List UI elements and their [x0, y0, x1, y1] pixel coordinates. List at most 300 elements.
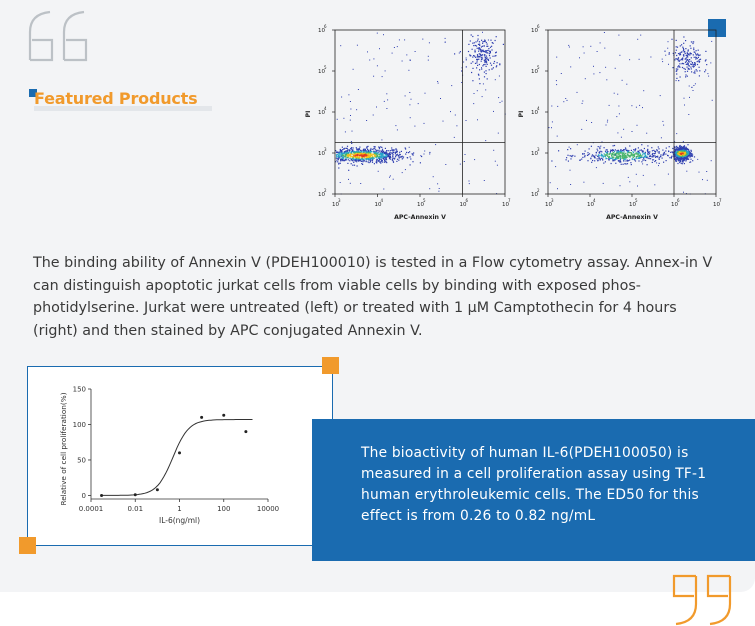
dose-x-tick-label: 0.0001	[78, 505, 104, 513]
flow-event-1-0-850	[369, 156, 370, 157]
flow-event-2-0-158	[659, 151, 660, 152]
flow-event-1-1-89	[484, 76, 485, 77]
flow-event-2-0-222	[656, 149, 657, 150]
flow-event-1-0-877	[352, 156, 353, 157]
flow-event-bg-1-105	[377, 65, 378, 66]
flow-event-2-1-887	[682, 153, 683, 154]
flow-event-1-0-649	[395, 156, 396, 157]
dose-y-tick-label: 100	[72, 420, 86, 429]
flow-event-1-1-134	[492, 42, 493, 43]
flow-event-1-0-674	[359, 148, 360, 149]
flow-event-bg-1-89	[376, 107, 377, 108]
flow-event-2-0-346	[631, 152, 632, 153]
flow-event-1-0-894	[342, 149, 343, 150]
flow-event-1-0-715	[359, 156, 360, 157]
flow-event-2-2-172	[687, 52, 688, 53]
flow-event-2-0-482	[632, 156, 633, 157]
flow-event-1-1-73	[482, 46, 483, 47]
flow-event-2-0-311	[615, 149, 616, 150]
flow-event-1-0-816	[376, 150, 377, 151]
flow-event-1-0-851	[371, 151, 372, 152]
flow-event-2-0-493	[596, 152, 597, 153]
flow-event-2-1-885	[690, 153, 691, 154]
flow-event-2-2-168	[695, 58, 696, 59]
flow-event-2-0-497	[623, 149, 624, 150]
dose-y-tick-label: 150	[72, 385, 86, 394]
flow-event-1-1-142	[478, 44, 479, 45]
flow-event-2-2-83	[690, 64, 691, 65]
flow-event-2-0-395	[581, 159, 582, 160]
flow-event-bg-2-5	[662, 59, 663, 60]
flow-event-1-0-673	[357, 149, 358, 150]
flow-event-1-1-36	[484, 46, 485, 47]
flow-event-1-0-196	[420, 162, 421, 163]
flow-event-1-0-684	[390, 154, 391, 155]
flow-event-1-0-679	[377, 153, 378, 154]
x-tick-exponent: 7	[508, 198, 511, 203]
flow-event-2-2-6	[683, 36, 684, 37]
flow-event-bg-1-53	[418, 103, 419, 104]
flow-event-2-2-138	[694, 66, 695, 67]
flow-event-1-0-867	[374, 158, 375, 159]
flow-event-1-0-645	[368, 152, 369, 153]
flow-event-bg-1-97	[499, 76, 500, 77]
flow-event-1-0-570	[340, 159, 341, 160]
flow-event-bg-1-76	[373, 58, 374, 59]
flow-event-bg-1-32	[341, 97, 342, 98]
flow-event-1-0-538	[429, 152, 430, 153]
flow-event-2-1-857	[680, 154, 681, 155]
flow-event-bg-2-29	[684, 105, 685, 106]
flow-event-2-2-122	[692, 62, 693, 63]
flow-event-2-2-4	[682, 67, 683, 68]
flow-event-1-0-415	[351, 147, 352, 148]
flow-event-bg-2-83	[555, 166, 556, 167]
flow-event-2-0-310	[625, 160, 626, 161]
flow-event-2-2-171	[676, 50, 677, 51]
flow-event-2-0-117	[647, 164, 648, 165]
flow-event-1-1-171	[472, 61, 473, 62]
flow-event-1-1-156	[487, 44, 488, 45]
flow-event-1-1-121	[496, 65, 497, 66]
flow-event-1-0-185	[410, 156, 411, 157]
flow-event-2-0-428	[634, 159, 635, 160]
flow-event-bg-1-86	[385, 70, 386, 71]
flow-event-2-0-381	[650, 158, 651, 159]
flow-event-1-0-764	[390, 159, 391, 160]
flow-event-1-1-103	[477, 65, 478, 66]
y-tick-exponent: 4	[324, 106, 327, 111]
flow-event-1-0-859	[349, 154, 350, 155]
flow-event-bg-1-104	[424, 151, 425, 152]
flow-event-1-0-587	[352, 149, 353, 150]
flow-event-2-0-71	[600, 151, 601, 152]
flow-event-1-0-880	[379, 148, 380, 149]
flow-event-2-0-135	[621, 156, 622, 157]
flow-event-bg-1-107	[437, 81, 438, 82]
flow-event-1-0-832	[347, 155, 348, 156]
flow-event-2-2-5	[699, 67, 700, 68]
flow-event-bg-2-45	[710, 62, 711, 63]
flow-event-1-0-292	[357, 150, 358, 151]
flow-event-bg-2-62	[642, 163, 643, 164]
flow-event-1-0-711	[360, 158, 361, 159]
flow-event-2-0-65	[642, 154, 643, 155]
flow-event-1-1-37	[491, 65, 492, 66]
flow-event-1-1-113	[486, 46, 487, 47]
flow-event-2-2-15	[676, 78, 677, 79]
x-tick-label: 10	[459, 202, 467, 208]
flow-event-bg-1-94	[387, 99, 388, 100]
flow-event-2-0-344	[659, 153, 660, 154]
flow-event-2-0-347	[572, 155, 573, 156]
flow-event-2-0-218	[643, 158, 644, 159]
flow-event-1-0-827	[346, 158, 347, 159]
flow-event-1-1-129	[476, 59, 477, 60]
flow-event-bg-1-120	[428, 56, 429, 57]
flow-event-1-1-130	[472, 57, 473, 58]
flow-event-2-2-148	[691, 71, 692, 72]
flow-event-2-0-348	[605, 161, 606, 162]
flow-event-1-1-108	[486, 56, 487, 57]
flow-event-2-1-897	[686, 158, 687, 159]
flow-event-2-0-280	[629, 160, 630, 161]
flow-event-2-2-145	[683, 49, 684, 50]
flow-event-1-0-840	[376, 156, 377, 157]
flow-event-1-0-163	[336, 160, 337, 161]
flow-event-2-0-476	[607, 155, 608, 156]
flow-event-1-0-724	[360, 153, 361, 154]
flow-event-1-1-165	[475, 41, 476, 42]
flow-event-2-0-299	[597, 156, 598, 157]
flow-event-1-0-831	[379, 151, 380, 152]
flow-event-2-1-721	[690, 155, 691, 156]
y-tick-label: 10	[531, 110, 538, 116]
flow-event-2-0-452	[582, 154, 583, 155]
flow-event-bg-2-39	[695, 64, 696, 65]
flow-event-bg-1-80	[482, 96, 483, 97]
flow-event-1-1-23	[487, 78, 488, 79]
flow-event-1-0-253	[352, 160, 353, 161]
flow-event-2-2-139	[691, 61, 692, 62]
flow-event-2-0-41	[649, 156, 650, 157]
flow-event-1-1-143	[479, 49, 480, 50]
flow-event-1-1-117	[485, 40, 486, 41]
flow-event-2-2-147	[675, 58, 676, 59]
flow-event-1-0-856	[391, 152, 392, 153]
flow-event-1-0-703	[344, 160, 345, 161]
dose-point-1	[100, 494, 103, 497]
flow-event-2-0-275	[589, 148, 590, 149]
flow-event-bg-1-40	[443, 121, 444, 122]
x-tick-label: 10	[671, 202, 678, 208]
flow-event-2-1-886	[679, 160, 680, 161]
flow-event-2-2-79	[694, 71, 695, 72]
flow-event-1-1-96	[480, 54, 481, 55]
flow-event-1-0-895	[372, 154, 373, 155]
x-tick-label: 10	[332, 202, 339, 208]
flow-event-2-0-488	[644, 148, 645, 149]
orange-corner-top	[322, 357, 339, 374]
flow-event-1-0-468	[385, 148, 386, 149]
flow-event-1-0-689	[394, 158, 395, 159]
flow-event-1-1-85	[485, 57, 486, 58]
flow-event-bg-2-57	[684, 98, 685, 99]
flow-event-2-2-116	[697, 64, 698, 65]
flow-event-1-0-722	[371, 158, 372, 159]
flow-event-2-1-871	[676, 149, 677, 150]
flow-event-2-0-277	[612, 160, 613, 161]
flow-event-bg-2-125	[639, 105, 640, 106]
flow-event-1-0-737	[369, 159, 370, 160]
x-tick-exponent: 3	[338, 198, 341, 203]
flow-event-2-0-443	[635, 149, 636, 150]
flow-event-2-0-47	[584, 156, 585, 157]
flow-event-1-0-761	[395, 148, 396, 149]
flow-event-2-0-392	[619, 152, 620, 153]
flow-event-1-0-899	[384, 159, 385, 160]
flow-event-2-0-248	[645, 155, 646, 156]
flow-event-bg-2-61	[603, 183, 604, 184]
flow-event-1-1-78	[503, 44, 504, 45]
flow-event-2-0-421	[601, 155, 602, 156]
flow-plot-frame-1	[335, 30, 505, 194]
flow-event-2-0-340	[668, 151, 669, 152]
flow-event-1-0-787	[381, 157, 382, 158]
flow-event-bg-2-77	[660, 156, 661, 157]
flow-event-2-0-430	[599, 155, 600, 156]
flow-event-1-0-794	[354, 156, 355, 157]
flow-event-2-2-132	[680, 76, 681, 77]
flow-event-bg-1-27	[438, 83, 439, 84]
flow-event-2-0-490	[636, 157, 637, 158]
flow-event-2-0-301	[595, 155, 596, 156]
flow-event-2-1-878	[680, 155, 681, 156]
flow-event-2-1-850	[678, 156, 679, 157]
flow-event-bg-1-33	[373, 115, 374, 116]
dose-point-2	[134, 493, 137, 496]
flow-event-2-2-179	[686, 55, 687, 56]
flow-event-2-2-18	[687, 67, 688, 68]
flow-event-2-2-124	[678, 80, 679, 81]
flow-event-2-1-863	[687, 151, 688, 152]
flow-event-1-0-876	[361, 157, 362, 158]
flow-event-2-0-496	[624, 153, 625, 154]
flow-event-1-1-56	[489, 69, 490, 70]
flow-event-1-1-162	[485, 61, 486, 62]
flow-event-2-0-449	[587, 160, 588, 161]
flow-event-1-1-177	[454, 53, 455, 54]
flow-event-1-0-710	[359, 153, 360, 154]
flow-event-1-0-853	[379, 147, 380, 148]
flow-event-bg-2-3	[597, 51, 598, 52]
flow-event-bg-1-90	[450, 111, 451, 112]
x-tick-label: 10	[587, 202, 594, 208]
flow-event-2-0-367	[638, 147, 639, 148]
x-tick-exponent: 5	[635, 198, 638, 203]
flow-event-bg-1-60	[389, 177, 390, 178]
flow-event-1-1-70	[499, 64, 500, 65]
flow-event-bg-1-130	[420, 155, 421, 156]
flow-event-2-0-468	[634, 154, 635, 155]
flow-event-1-0-892	[358, 157, 359, 158]
flow-event-1-1-127	[489, 53, 490, 54]
flow-event-2-1-339	[672, 148, 673, 149]
bottom-strip	[0, 592, 755, 626]
flow-event-2-2-115	[685, 53, 686, 54]
flow-event-1-0-747	[354, 152, 355, 153]
flow-event-2-0-469	[605, 155, 606, 156]
flow-event-2-0-109	[614, 145, 615, 146]
x-tick-label: 10	[502, 202, 509, 208]
flow-event-2-0-491	[622, 150, 623, 151]
flow-event-bg-2-121	[557, 136, 558, 137]
flow-event-bg-2-71	[607, 120, 608, 121]
flow-event-2-2-108	[685, 40, 686, 41]
flow-event-bg-1-31	[350, 115, 351, 116]
flow-event-2-0-447	[608, 157, 609, 158]
flow-event-2-1-892	[684, 148, 685, 149]
flow-event-2-2-37	[683, 50, 684, 51]
flow-event-1-0-312	[374, 148, 375, 149]
y-tick-label: 10	[318, 110, 325, 116]
flow-event-2-0-404	[608, 159, 609, 160]
flow-event-2-0-423	[618, 151, 619, 152]
flow-event-1-0-571	[405, 147, 406, 148]
flow-event-2-2-97	[681, 63, 682, 64]
flow-event-1-1-6	[477, 61, 478, 62]
flow-event-bg-1-127	[482, 32, 483, 33]
flow-event-bg-2-42	[689, 162, 690, 163]
flow-event-2-0-444	[639, 150, 640, 151]
flow-event-bg-2-37	[615, 68, 616, 69]
bioactivity-description: The bioactivity of human IL-6(PDEH100050) is measured in a cell proliferation assay using TF-1 human erythroleukemic cells. The ED50 for this effect is from 0.26 to 0.82 ng/mL	[361, 445, 707, 524]
flow-event-1-1-50	[472, 68, 473, 69]
flow-event-2-2-177	[678, 60, 679, 61]
flow-event-bg-1-138	[495, 161, 496, 162]
dose-x-tick-label: 1	[177, 505, 182, 513]
flow-event-bg-2-52	[665, 55, 666, 56]
flow-event-1-0-61	[379, 150, 380, 151]
flow-event-2-1-872	[680, 156, 681, 157]
flow-event-2-2-77	[677, 59, 678, 60]
flow-event-2-1-753	[682, 147, 683, 148]
flow-event-bg-2-81	[708, 76, 709, 77]
flow-event-2-0-298	[588, 154, 589, 155]
flow-event-2-0-240	[641, 161, 642, 162]
flow-event-2-2-125	[696, 54, 697, 55]
flow-event-bg-2-48	[711, 41, 712, 42]
y-tick-exponent: 5	[537, 65, 540, 70]
y-tick-label: 10	[318, 151, 325, 157]
flow-event-bg-1-61	[429, 188, 430, 189]
flow-event-2-2-47	[678, 57, 679, 58]
flow-event-bg-2-60	[650, 57, 651, 58]
flow-event-1-0-493	[337, 157, 338, 158]
flow-event-bg-1-136	[343, 118, 344, 119]
flow-event-2-0-202	[623, 159, 624, 160]
flow-event-bg-1-25	[438, 191, 439, 192]
flow-event-2-2-123	[683, 68, 684, 69]
flow-event-bg-1-16	[497, 165, 498, 166]
flow-event-1-1-166	[490, 52, 491, 53]
flow-event-1-1-168	[472, 49, 473, 50]
flow-event-bg-1-132	[469, 183, 470, 184]
flow-event-2-2-31	[699, 75, 700, 76]
flow-event-1-0-287	[381, 147, 382, 148]
flow-event-1-0-854	[341, 151, 342, 152]
flow-event-1-1-146	[474, 42, 475, 43]
flow-event-2-0-382	[658, 151, 659, 152]
flow-event-2-0-415	[584, 153, 585, 154]
flow-event-2-0-378	[652, 150, 653, 151]
flow-event-bg-1-116	[405, 95, 406, 96]
flow-event-2-0-328	[615, 159, 616, 160]
flow-event-bg-2-82	[695, 83, 696, 84]
flow-event-2-0-410	[625, 147, 626, 148]
flow-event-bg-1-24	[366, 120, 367, 121]
flow-event-1-1-22	[496, 36, 497, 37]
flow-event-1-0-830	[389, 156, 390, 157]
flow-event-2-2-150	[690, 53, 691, 54]
flow-event-1-0-758	[363, 150, 364, 151]
flow-event-1-0-445	[341, 158, 342, 159]
flow-event-2-0-68	[660, 154, 661, 155]
flow-event-1-1-34	[488, 50, 489, 51]
flow-event-2-2-159	[682, 47, 683, 48]
flow-event-bg-2-74	[663, 125, 664, 126]
flow-event-bg-1-71	[348, 179, 349, 180]
flow-event-2-0-247	[605, 151, 606, 152]
flow-event-2-2-131	[691, 87, 692, 88]
flow-event-2-1-846	[685, 155, 686, 156]
flow-event-2-0-46	[627, 150, 628, 151]
flow-event-bg-2-14	[600, 42, 601, 43]
flow-event-2-0-157	[658, 148, 659, 149]
flow-event-bg-1-73	[352, 131, 353, 132]
flow-event-2-0-473	[636, 156, 637, 157]
flow-event-1-0-687	[373, 148, 374, 149]
flow-event-bg-1-68	[495, 79, 496, 80]
flow-event-1-1-105	[474, 56, 475, 57]
dose-x-tick-label: 100	[217, 505, 231, 513]
flow-event-1-0-566	[393, 158, 394, 159]
flow-event-2-2-166	[671, 39, 672, 40]
flow-event-bg-2-85	[712, 100, 713, 101]
flow-event-1-0-749	[370, 152, 371, 153]
y-tick-exponent: 3	[537, 147, 540, 152]
flow-event-bg-1-78	[498, 97, 499, 98]
flow-event-2-0-317	[610, 150, 611, 151]
flow-event-2-0-276	[611, 158, 612, 159]
flow-event-2-0-327	[669, 157, 670, 158]
flow-event-2-1-796	[682, 163, 683, 164]
flow-event-bg-2-136	[608, 158, 609, 159]
flow-event-2-2-140	[693, 54, 694, 55]
flow-event-1-0-897	[343, 154, 344, 155]
flow-event-bg-1-30	[500, 102, 501, 103]
flow-event-bg-2-41	[569, 47, 570, 48]
flow-event-2-0-481	[650, 155, 651, 156]
flow-event-1-0-781	[370, 149, 371, 150]
flow-event-bg-1-64	[409, 92, 410, 93]
flow-event-1-0-25	[353, 147, 354, 148]
flow-event-1-0-584	[392, 154, 393, 155]
flow-event-1-0-379	[381, 161, 382, 162]
dose-xlabel: IL-6(ng/ml)	[158, 516, 201, 525]
flow-event-1-0-875	[346, 148, 347, 149]
flow-event-1-0-613	[354, 159, 355, 160]
